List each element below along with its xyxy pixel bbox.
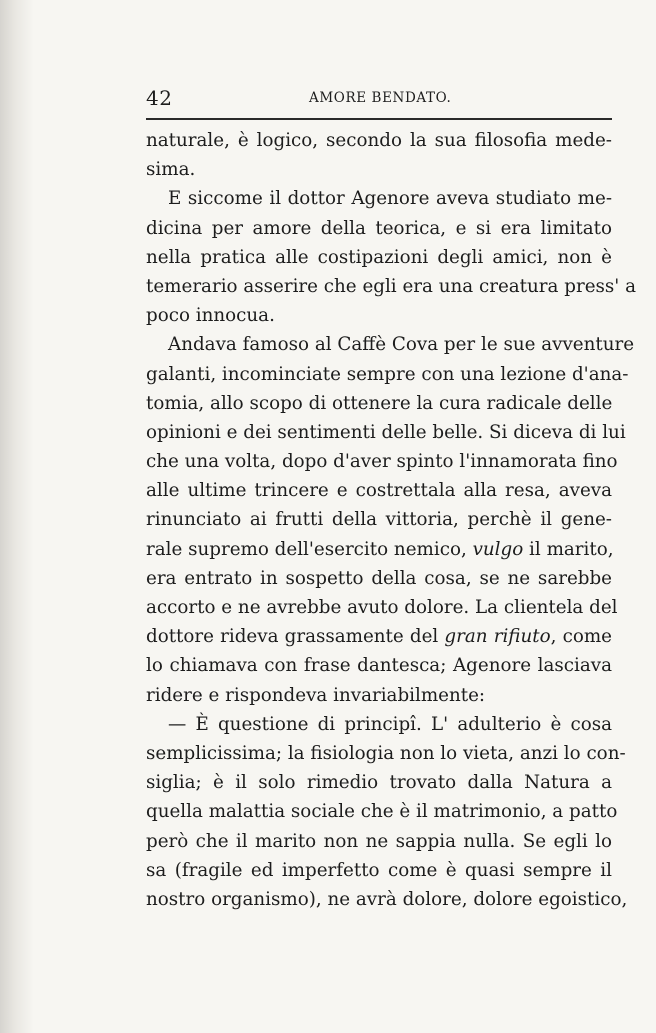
book-page [146,86,637,914]
text-segment: rale supremo dell'esercito nemico, [146,538,473,560]
header-rule [146,118,612,120]
text-line: dicina per amore della teorica, e si era limitato [146,217,612,239]
text-line: galanti, incominciate sempre con una lezione d'ana- [146,363,629,385]
running-title: AMORE BENDATO. [309,90,452,106]
text-line [146,622,612,651]
italic-term: vulgo [472,538,524,560]
text-line: era entrato in sospetto della cosa, se ne sarebbe [146,567,612,589]
text-line: tomia, allo scopo di ottenere la cura radicale delle [146,392,613,414]
text-line: ridere e rispondeva invariabilmente: [146,684,486,706]
text-segment: il marito, [523,538,614,560]
text-line: — È questione di principî. L' adulterio è cosa [168,713,612,735]
text-line: rinunciato ai frutti della vittoria, perchè il gene- [146,509,612,531]
text-line: siglia; è il solo rimedio trovato dalla Natura a [146,772,612,794]
text-segment: , come [550,626,612,648]
text-line: Andava famoso al Caffè Cova per le sue avventure [168,334,635,356]
text-line: quella malattia sociale che è il matrimonio, a patto [146,801,618,823]
text-line: nostro organismo), ne avrà dolore, dolore egoistico, [146,888,628,910]
text-line: temerario asserire che egli era una creatura press' a [146,275,637,297]
body-text [146,126,637,914]
text-line: semplicissima; la fisiologia non lo vieta, anzi lo con- [146,742,626,764]
text-line [146,535,612,564]
text-line: sima. [146,159,196,181]
text-segment: dottore rideva grassamente del [146,626,445,648]
running-head [146,86,612,116]
scan-gutter-shadow [0,0,34,1033]
text-line: poco innocua. [146,305,275,327]
text-line: sa (fragile ed imperfetto come è quasi sempre il [146,859,612,881]
italic-term: gran rifiuto [444,626,551,648]
text-line: però che il marito non ne sappia nulla. Se egli lo [146,830,612,852]
text-line: E siccome il dottor Agenore aveva studiato me- [168,188,612,210]
page-number: 42 [146,86,173,110]
text-line: naturale, è logico, secondo la sua filosofia mede- [146,130,612,151]
text-line: nella pratica alle costipazioni degli amici, non è [146,246,612,268]
text-line: lo chiamava con frase dantesca; Agenore lasciava [146,655,612,677]
text-line: opinioni e dei sentimenti delle belle. Si diceva di lui [146,421,626,443]
text-line: alle ultime trincere e costrettala alla resa, aveva [146,480,612,502]
text-line: che una volta, dopo d'aver spinto l'innamorata fino [146,451,618,473]
text-line: accorto e ne avrebbe avuto dolore. La clientela del [146,597,618,618]
